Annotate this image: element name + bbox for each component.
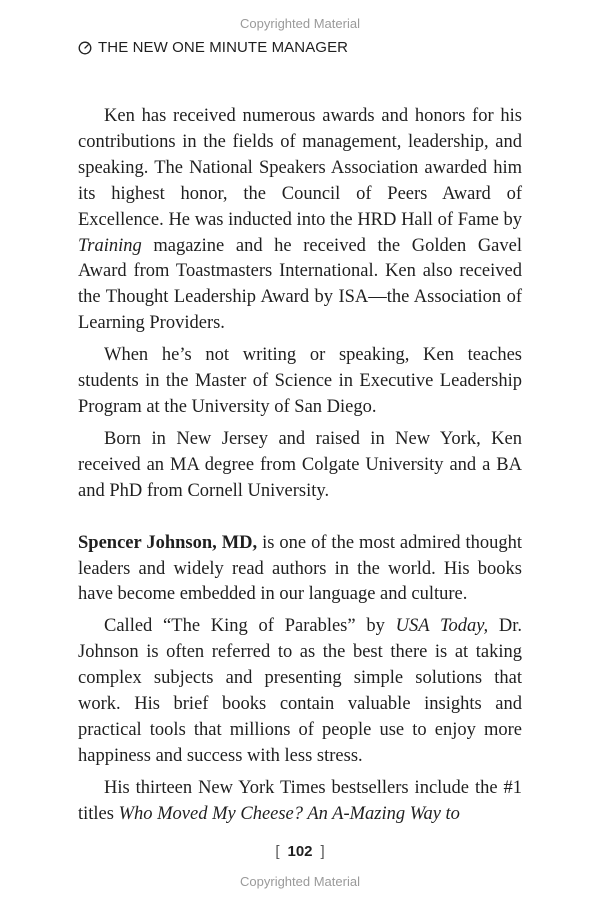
page-number-value: 102 (287, 843, 313, 860)
page-number (0, 843, 600, 860)
paragraph-awards-italic: Training (78, 235, 142, 256)
paragraph-bestsellers (78, 776, 522, 828)
clock-icon (78, 41, 92, 55)
paragraph-parables-italic: USA Today, (395, 616, 489, 637)
paragraph-education: Born in New Jersey and raised in New York, Ken received an MA degree from Colgate University and a BA and PhD from Cornell University. (78, 428, 522, 501)
body-text (78, 104, 522, 828)
paragraph-spencer-intro-text: is one of the most admired thought leaders and widely read authors in the world. His books have become embedded in our language and culture. (78, 532, 523, 605)
paragraph-teaching: When he’s not writing or speaking, Ken teaches students in the Master of Science in Executive Leadership Program at the University of San Diego. (78, 345, 522, 417)
paragraph-parables (78, 614, 522, 769)
running-head (78, 39, 348, 56)
paragraph-awards-text-b: magazine and he received the Golden Gavel Award from Toastmasters International. Ken also received the Thought Leadership Award by ISA—the Association of Learning Providers. (78, 235, 522, 334)
author-name: Spencer Johnson, MD, (78, 532, 258, 553)
paragraph-awards-text-a: Ken has received numerous awards and honors for his contributions in the fields of management, leadership, and speaking. The National Speakers Association awarded him its highest honor, the Council of Peers Award of Excellence. He was inducted into the HRD Hall of Fame by (78, 106, 522, 230)
paragraph-parables-text-b: Dr. Johnson is often referred to as the best there is at taking complex subjects and presenting simple solutions that work. His brief books contain valuable insights and practical tools that millions of people use to enjoy more happiness and success with less stress. (78, 616, 523, 766)
paragraph-spencer-intro (78, 531, 522, 609)
page-number-bracket-close: ] (320, 843, 325, 860)
paragraph-bestsellers-italic: Who Moved My Cheese? An A-Mazing Way to (118, 803, 460, 824)
watermark-top: Copyrighted Material (240, 16, 360, 31)
paragraph-bestsellers-text: His thirteen New York Times bestsellers include the #1 titles (78, 777, 522, 824)
watermark-bottom: Copyrighted Material (240, 874, 360, 889)
running-head-title: THE NEW ONE MINUTE MANAGER (98, 39, 349, 56)
paragraph-parables-text-a: Called “The King of Parables” by (104, 616, 396, 637)
paragraph-awards (78, 104, 522, 337)
page-number-bracket-open: [ (275, 843, 280, 860)
